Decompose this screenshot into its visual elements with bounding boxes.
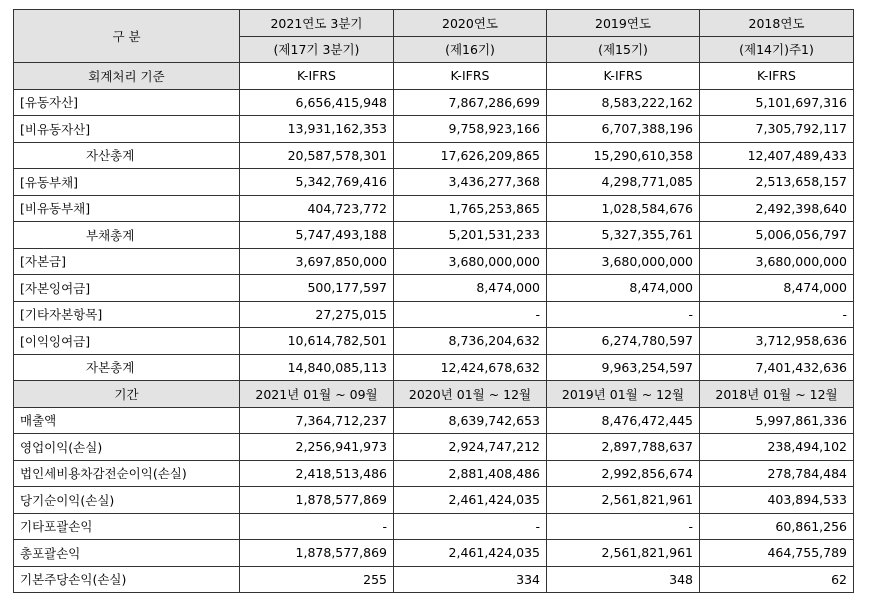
value-cell: 62	[700, 566, 854, 593]
balance-row	[14, 142, 854, 169]
value-cell: -	[700, 301, 854, 328]
balance-row	[14, 222, 854, 249]
row-label: 당기순이익(손실)	[14, 487, 240, 514]
category-header: 구 분	[14, 10, 240, 63]
row-label: 자본총계	[14, 354, 240, 381]
value-cell: 2019년 01월 ~ 12월	[547, 381, 700, 408]
value-cell: 8,474,000	[700, 275, 854, 302]
balance-row	[14, 169, 854, 196]
year-header-2019: 2019연도	[547, 10, 700, 37]
value-cell: 20,587,578,301	[240, 142, 394, 169]
value-cell: 8,476,472,445	[547, 407, 700, 434]
value-cell: 2,461,424,035	[394, 540, 547, 567]
year-header-2021: 2021연도 3분기	[240, 10, 394, 37]
value-cell: 17,626,209,865	[394, 142, 547, 169]
income-row	[14, 566, 854, 593]
value-cell: 2,461,424,035	[394, 487, 547, 514]
value-cell: 13,931,162,353	[240, 116, 394, 143]
value-cell: -	[547, 301, 700, 328]
value-cell: 8,736,204,632	[394, 328, 547, 355]
term-header-2018: (제14기)주1)	[700, 36, 854, 63]
header-row-years	[14, 10, 854, 37]
value-cell: 3,680,000,000	[394, 248, 547, 275]
row-label: [이익잉여금]	[14, 328, 240, 355]
income-row	[14, 540, 854, 567]
value-cell: 5,327,355,761	[547, 222, 700, 249]
value-cell: 5,997,861,336	[700, 407, 854, 434]
value-cell: 5,201,531,233	[394, 222, 547, 249]
value-cell: 5,342,769,416	[240, 169, 394, 196]
income-row	[14, 460, 854, 487]
balance-row	[14, 301, 854, 328]
row-label: 자산총계	[14, 142, 240, 169]
value-cell: 2,513,658,157	[700, 169, 854, 196]
row-label: 기간	[14, 381, 240, 408]
value-cell: 1,878,577,869	[240, 487, 394, 514]
value-cell: K-IFRS	[240, 63, 394, 90]
value-cell: 14,840,085,113	[240, 354, 394, 381]
value-cell: 7,305,792,117	[700, 116, 854, 143]
value-cell: -	[547, 513, 700, 540]
row-label: [기타자본항목]	[14, 301, 240, 328]
row-label: [유동부채]	[14, 169, 240, 196]
value-cell: 8,639,742,653	[394, 407, 547, 434]
balance-row	[14, 354, 854, 381]
value-cell: 2,561,821,961	[547, 540, 700, 567]
value-cell: 12,407,489,433	[700, 142, 854, 169]
value-cell: 2,492,398,640	[700, 195, 854, 222]
row-label: [유동자산]	[14, 89, 240, 116]
value-cell: 7,401,432,636	[700, 354, 854, 381]
financial-summary-table	[13, 9, 854, 593]
row-label: 부채총계	[14, 222, 240, 249]
value-cell: 500,177,597	[240, 275, 394, 302]
value-cell: 3,436,277,368	[394, 169, 547, 196]
value-cell: 2,256,941,973	[240, 434, 394, 461]
row-label: 회계처리 기준	[14, 63, 240, 90]
value-cell: 5,747,493,188	[240, 222, 394, 249]
value-cell: 334	[394, 566, 547, 593]
value-cell: 7,867,286,699	[394, 89, 547, 116]
balance-row	[14, 89, 854, 116]
value-cell: 404,723,772	[240, 195, 394, 222]
income-row	[14, 407, 854, 434]
term-header-2020: (제16기)	[394, 36, 547, 63]
value-cell: 2020년 01월 ~ 12월	[394, 381, 547, 408]
value-cell: 255	[240, 566, 394, 593]
value-cell: 2,881,408,486	[394, 460, 547, 487]
value-cell: 3,712,958,636	[700, 328, 854, 355]
row-label: [비유동자산]	[14, 116, 240, 143]
value-cell: K-IFRS	[394, 63, 547, 90]
value-cell: 27,275,015	[240, 301, 394, 328]
value-cell: K-IFRS	[700, 63, 854, 90]
value-cell: 1,765,253,865	[394, 195, 547, 222]
value-cell: 5,006,056,797	[700, 222, 854, 249]
value-cell: -	[394, 513, 547, 540]
row-label: [자본잉여금]	[14, 275, 240, 302]
value-cell: 5,101,697,316	[700, 89, 854, 116]
row-label: 법인세비용차감전순이익(손실)	[14, 460, 240, 487]
balance-row	[14, 275, 854, 302]
value-cell: 464,755,789	[700, 540, 854, 567]
year-header-2020: 2020연도	[394, 10, 547, 37]
value-cell: 403,894,533	[700, 487, 854, 514]
row-label: 매출액	[14, 407, 240, 434]
balance-row	[14, 116, 854, 143]
value-cell: 2021년 01월 ~ 09월	[240, 381, 394, 408]
value-cell: 8,583,222,162	[547, 89, 700, 116]
row-label: 기타포괄손익	[14, 513, 240, 540]
value-cell: 2,897,788,637	[547, 434, 700, 461]
value-cell: 8,474,000	[547, 275, 700, 302]
value-cell: -	[240, 513, 394, 540]
accounting-standard-row	[14, 63, 854, 90]
value-cell: 15,290,610,358	[547, 142, 700, 169]
year-header-2018: 2018연도	[700, 10, 854, 37]
term-header-2021: (제17기 3분기)	[240, 36, 394, 63]
value-cell: 8,474,000	[394, 275, 547, 302]
row-label: 영업이익(손실)	[14, 434, 240, 461]
balance-row	[14, 195, 854, 222]
value-cell: 9,963,254,597	[547, 354, 700, 381]
value-cell: 9,758,923,166	[394, 116, 547, 143]
value-cell: 6,656,415,948	[240, 89, 394, 116]
value-cell: 6,707,388,196	[547, 116, 700, 143]
income-row	[14, 434, 854, 461]
row-label: 기본주당손익(손실)	[14, 566, 240, 593]
value-cell: 3,680,000,000	[547, 248, 700, 275]
balance-row	[14, 328, 854, 355]
value-cell: 2,418,513,486	[240, 460, 394, 487]
value-cell: 4,298,771,085	[547, 169, 700, 196]
table-body	[14, 10, 854, 593]
value-cell: -	[394, 301, 547, 328]
value-cell: 12,424,678,632	[394, 354, 547, 381]
value-cell: 2,924,747,212	[394, 434, 547, 461]
value-cell: 1,028,584,676	[547, 195, 700, 222]
value-cell: K-IFRS	[547, 63, 700, 90]
balance-row	[14, 248, 854, 275]
value-cell: 348	[547, 566, 700, 593]
value-cell: 3,697,850,000	[240, 248, 394, 275]
value-cell: 238,494,102	[700, 434, 854, 461]
row-label: [자본금]	[14, 248, 240, 275]
period-header-row	[14, 381, 854, 408]
value-cell: 2018년 01월 ~ 12월	[700, 381, 854, 408]
income-row	[14, 487, 854, 514]
value-cell: 2,992,856,674	[547, 460, 700, 487]
row-label: 총포괄손익	[14, 540, 240, 567]
value-cell: 10,614,782,501	[240, 328, 394, 355]
value-cell: 6,274,780,597	[547, 328, 700, 355]
value-cell: 60,861,256	[700, 513, 854, 540]
row-label: [비유동부채]	[14, 195, 240, 222]
term-header-2019: (제15기)	[547, 36, 700, 63]
income-row	[14, 513, 854, 540]
value-cell: 278,784,484	[700, 460, 854, 487]
value-cell: 3,680,000,000	[700, 248, 854, 275]
value-cell: 1,878,577,869	[240, 540, 394, 567]
value-cell: 7,364,712,237	[240, 407, 394, 434]
value-cell: 2,561,821,961	[547, 487, 700, 514]
